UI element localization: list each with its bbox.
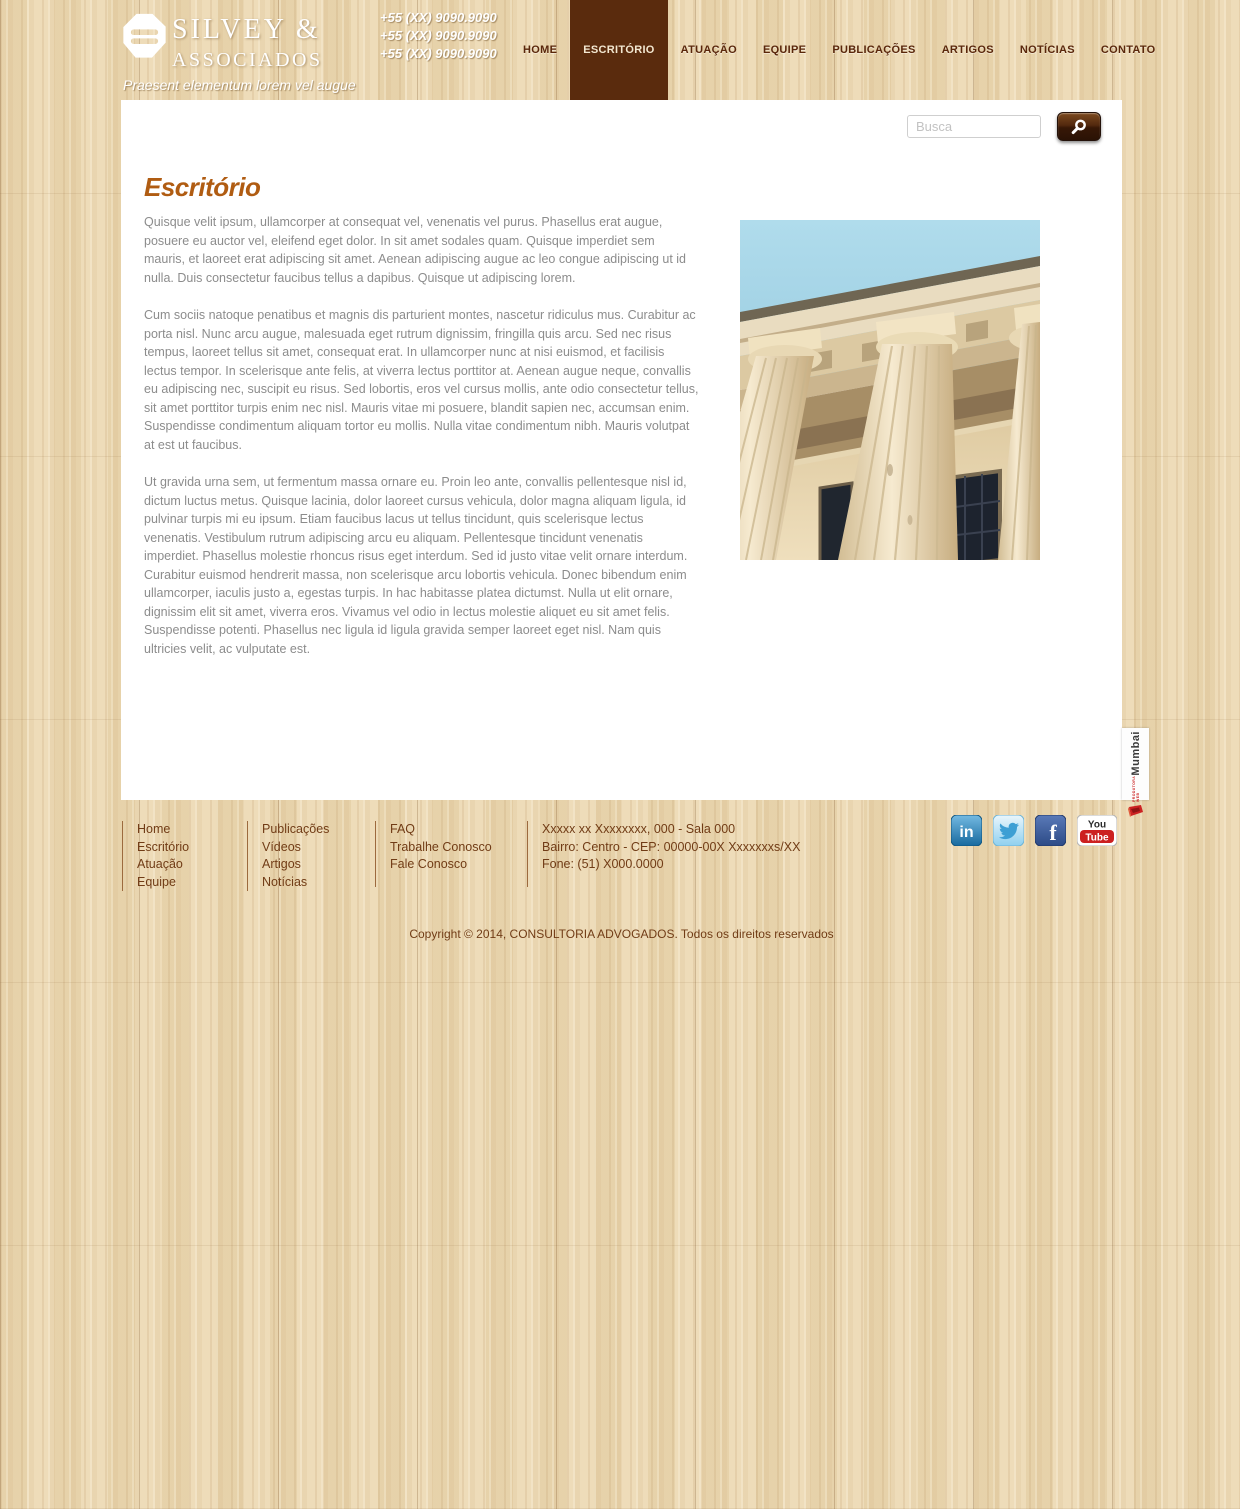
svg-text:You: You — [1087, 819, 1107, 831]
nav-item-home[interactable]: HOME — [523, 44, 558, 56]
logo-line2: ASSOCIADOS — [172, 49, 323, 71]
footer-link-atuacao[interactable]: Atuação — [137, 857, 183, 871]
youtube-icon[interactable] — [1077, 815, 1117, 851]
columns-building-image — [740, 220, 1040, 560]
footer-col-media — [247, 821, 369, 891]
search-button[interactable] — [1057, 112, 1101, 141]
footer-link-videos[interactable]: Vídeos — [262, 839, 301, 854]
phone-line: +55 (XX) 9090.9090 — [380, 28, 497, 43]
page-title: Escritório — [144, 172, 261, 202]
phone-line: +55 (XX) 9090.9090 — [380, 10, 497, 25]
mumbai-credit-badge[interactable] — [1122, 728, 1149, 800]
tagline: Praesent elementum lorem vel augue — [123, 77, 356, 93]
svg-text:f: f — [1049, 820, 1057, 845]
address-line: Fone: (51) X000.0000 — [542, 857, 664, 871]
paragraph: Cum sociis natoque penatibus et magnis dis parturient montes, nascetur ridiculus mus. Curabitur ac porta nisl. Nunc arcu augue, malesuada eget rutrum dignissim, fringilla quis arcu. Sed nec risus tempus, laoreet tellus sit amet, consequat erat. In ullamcorper nunc at nisi euismod, et facilisis lectus tempor. In scelerisque ante felis, at viverra lectus porttitor at. Aenean augue neque, convallis eu adipiscing nec, suscipit eu risus. Sed lobortis, eros vel cursus mollis, ante odio consectetur tellus, sit amet porttitor turpis enim nec nisl. Mauris vitae mi posuere, blandit sapien nec, accumsan enim. Suspendisse condimentum aliquam tortor eu mollis. Nulla vitae condimentum nibh. Mauris volutpat at est ut faucibus. — [144, 308, 699, 452]
nav-item-atuacao[interactable]: ATUAÇÃO — [680, 44, 737, 56]
facebook-icon[interactable] — [1035, 815, 1066, 851]
twitter-icon[interactable] — [993, 815, 1024, 851]
copyright-text: Copyright © 2014, CONSULTORIA ADVOGADOS. Todos os direitos reservados — [409, 927, 834, 941]
paragraph: Ut gravida urna sem, ut fermentum massa ornare eu. Proin leo ante, convallis pellentesque nisl id, dictum luctus metus. Quisque lacinia, dolor laoreet cursus vehicula, dolor magna aliquam ligula, id pulvinar turpis mi eu ipsum. Etiam faucibus lacus ut tellus tincidunt, quis scelerisque lectus venenatis. Vestibulum rutrum adipiscing arcu eu aliquam. Pellentesque tincidunt venenatis imperdiet. Phasellus molestie rhoncus risus eget interdum. Sed id justo vitae velit ornare interdum. Curabitur euismod hendrerit massa, non scelerisque arcu lobortis vehicula. Donec bibendum enim ullamcorper, iaculis justo a, egestas turpis. In hac habitasse platea dictumst. Nulla ut elit ornare, dignissim elit sit amet, viverra eros. Vivamus vel odio in lectus molestie aliquet eu sit amet felis. Suspendisse potenti. Phasellus nec ligula id ligula gravida semper laoreet eget nisl. Nam quis ultricies velit, ac vulputate est. — [144, 475, 688, 656]
footer-link-home[interactable]: Home — [137, 822, 171, 836]
credit-name: Mumbai — [1129, 731, 1142, 776]
credit-subtitle: PRODUTORA WEB — [1131, 775, 1140, 802]
footer-col-contact — [375, 821, 521, 887]
logo-line1: SILVEY & — [172, 14, 321, 45]
article-text — [144, 213, 699, 677]
phone-numbers — [380, 9, 497, 63]
footer-col-address — [527, 821, 827, 887]
nav-item-escritorio[interactable]: ESCRITÓRIO — [570, 0, 667, 100]
footer-link-artigos[interactable]: Artigos — [262, 857, 301, 871]
footer-link-faq[interactable]: FAQ — [390, 822, 416, 836]
paragraph: Quisque velit ipsum, ullamcorper at consequat vel, venenatis vel purus. Phasellus erat augue, posuere eu auctor vel, eleifend eget dolor. In sit amet sodales quam. Quisque imperdiet sem mauris, et laoreet erat adipiscing sit amet. Aenean adipiscing augue ac leo congue adipiscing ut id nulla. Duis consectetur faucibus tellus a dapibus. Quisque ut adipiscing lorem. — [144, 215, 687, 285]
svg-text:Tube: Tube — [1085, 832, 1109, 844]
social-links — [951, 815, 1117, 851]
phone-line: +55 (XX) 9090.9090 — [380, 46, 497, 61]
nav-item-noticias[interactable]: NOTÍCIAS — [1019, 44, 1075, 56]
nav-item-equipe[interactable]: EQUIPE — [762, 44, 807, 56]
content-panel — [121, 100, 1142, 802]
footer-link-publicacoes[interactable]: Publicações — [262, 822, 330, 836]
linkedin-icon[interactable] — [951, 815, 982, 851]
footer-col-pages — [122, 821, 242, 891]
header — [0, 0, 1240, 100]
main-nav — [510, 0, 1169, 100]
nav-item-artigos[interactable]: ARTIGOS — [941, 44, 994, 56]
footer-link-escritorio[interactable]: Escritório — [137, 839, 190, 854]
address-line: Bairro: Centro - CEP: 00000-00X Xxxxxxxs/XX — [542, 839, 801, 854]
logo-heptagon-icon — [121, 10, 168, 67]
footer — [121, 815, 1122, 905]
magnifier-icon — [1069, 117, 1089, 137]
svg-text:in: in — [959, 824, 974, 841]
footer-link-fale[interactable]: Fale Conosco — [390, 857, 468, 871]
address-line: Xxxxx xx Xxxxxxxx, 000 - Sala 000 — [542, 822, 736, 836]
nav-item-publicacoes[interactable]: PUBLICAÇÕES — [832, 44, 916, 56]
footer-link-equipe[interactable]: Equipe — [137, 874, 176, 889]
logo[interactable] — [172, 14, 323, 72]
mumbai-logo-icon — [1128, 804, 1144, 823]
footer-link-noticias[interactable]: Notícias — [262, 874, 308, 889]
nav-item-contato[interactable]: CONTATO — [1100, 44, 1156, 56]
search-input[interactable] — [907, 115, 1041, 138]
footer-link-trabalhe[interactable]: Trabalhe Conosco — [390, 839, 492, 854]
